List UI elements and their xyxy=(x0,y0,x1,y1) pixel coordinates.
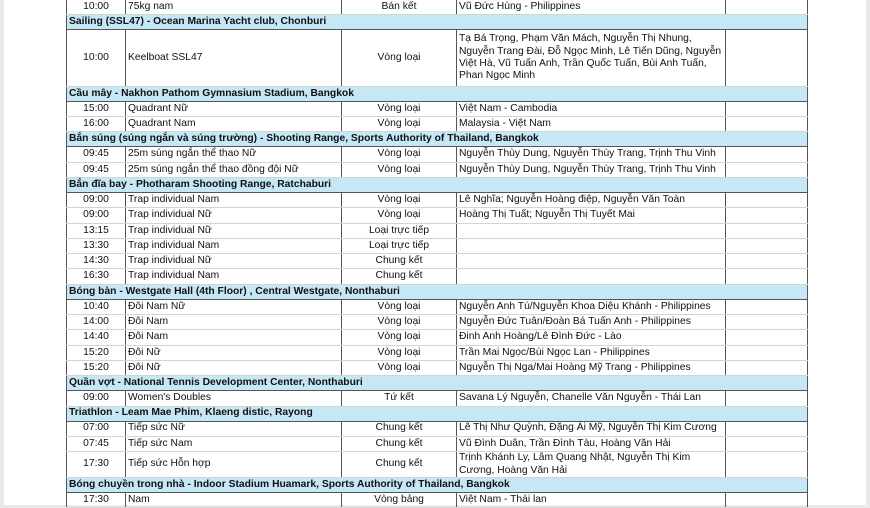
notes-cell xyxy=(726,208,808,223)
round-cell: Bán kết xyxy=(342,0,457,15)
time-cell: 13:15 xyxy=(67,223,126,238)
round-cell: Chung kết xyxy=(342,269,457,284)
table-row xyxy=(67,0,808,15)
round-cell: Vòng loại xyxy=(342,360,457,375)
event-cell: Nam xyxy=(126,493,342,508)
notes-cell xyxy=(726,254,808,269)
notes-cell xyxy=(726,30,808,87)
notes-cell xyxy=(726,162,808,177)
athletes-cell xyxy=(457,269,726,284)
round-cell: Loại trực tiếp xyxy=(342,223,457,238)
round-cell: Vòng loại xyxy=(342,101,457,116)
table-row xyxy=(67,330,808,345)
notes-cell xyxy=(726,493,808,508)
event-cell: Đôi Nữ xyxy=(126,345,342,360)
round-cell: Vòng loại xyxy=(342,117,457,132)
athletes-cell: Việt Nam - Thái lan xyxy=(457,493,726,508)
table-row xyxy=(67,452,808,478)
table-row xyxy=(67,299,808,314)
time-cell: 07:45 xyxy=(67,436,126,451)
event-cell: Tiếp sức Nam xyxy=(126,436,342,451)
notes-cell xyxy=(726,269,808,284)
round-cell: Vòng loại xyxy=(342,192,457,207)
time-cell: 13:30 xyxy=(67,238,126,253)
table-row xyxy=(67,391,808,406)
event-cell: Women's Doubles xyxy=(126,391,342,406)
table-row xyxy=(67,493,808,508)
time-cell: 09:00 xyxy=(67,192,126,207)
notes-cell xyxy=(726,421,808,436)
table-row xyxy=(67,421,808,436)
section-title: Triathlon - Leam Mae Phim, Klaeng distic, Rayong xyxy=(67,406,808,421)
time-cell: 09:45 xyxy=(67,147,126,162)
schedule-table xyxy=(66,0,808,508)
time-cell: 17:30 xyxy=(67,452,126,478)
section-title: Quần vợt - National Tennis Development Center, Nonthaburi xyxy=(67,376,808,391)
section-title: Bắn đĩa bay - Photharam Shooting Range, Ratchaburi xyxy=(67,177,808,192)
time-cell: 07:00 xyxy=(67,421,126,436)
round-cell: Vòng loại xyxy=(342,208,457,223)
time-cell: 14:30 xyxy=(67,254,126,269)
athletes-cell: Vũ Đình Duân, Trần Đình Tàu, Hoàng Văn Hải xyxy=(457,436,726,451)
event-cell: 75kg nam xyxy=(126,0,342,15)
athletes-cell: Lê Thị Như Quỳnh, Đặng Ái Mỹ, Nguyễn Thị Kim Cương xyxy=(457,421,726,436)
round-cell: Vòng loại xyxy=(342,147,457,162)
time-cell: 14:00 xyxy=(67,315,126,330)
athletes-cell: Nguyễn Anh Tú/Nguyễn Khoa Diệu Khánh - Philippines xyxy=(457,299,726,314)
event-cell: Trap individual Nữ xyxy=(126,254,342,269)
time-cell: 09:45 xyxy=(67,162,126,177)
time-cell: 10:00 xyxy=(67,0,126,15)
event-cell: Đôi Nam Nữ xyxy=(126,299,342,314)
time-cell: 15:20 xyxy=(67,360,126,375)
table-row xyxy=(67,238,808,253)
round-cell: Vòng loại xyxy=(342,330,457,345)
notes-cell xyxy=(726,101,808,116)
round-cell: Chung kết xyxy=(342,452,457,478)
notes-cell xyxy=(726,391,808,406)
event-cell: Trap individual Nữ xyxy=(126,208,342,223)
athletes-cell: Vũ Đức Hùng - Philippines xyxy=(457,0,726,15)
athletes-cell xyxy=(457,223,726,238)
notes-cell xyxy=(726,192,808,207)
section-header xyxy=(67,177,808,192)
round-cell: Tứ kết xyxy=(342,391,457,406)
table-row xyxy=(67,192,808,207)
time-cell: 09:00 xyxy=(67,391,126,406)
table-row xyxy=(67,101,808,116)
table-row xyxy=(67,208,808,223)
round-cell: Vòng loại xyxy=(342,345,457,360)
event-cell: Trap individual Nữ xyxy=(126,223,342,238)
table-row xyxy=(67,117,808,132)
section-title: Bóng chuyền trong nhà - Indoor Stadium Huamark, Sports Authority of Thailand, Bangkok xyxy=(67,478,808,493)
event-cell: 25m súng ngắn thể thao Nữ xyxy=(126,147,342,162)
athletes-cell xyxy=(457,254,726,269)
athletes-cell: Nguyễn Đức Tuân/Đoàn Bá Tuấn Anh - Philippines xyxy=(457,315,726,330)
event-cell: Tiếp sức Nữ xyxy=(126,421,342,436)
round-cell: Loại trực tiếp xyxy=(342,238,457,253)
table-row xyxy=(67,360,808,375)
section-header xyxy=(67,406,808,421)
time-cell: 15:20 xyxy=(67,345,126,360)
time-cell: 10:40 xyxy=(67,299,126,314)
athletes-cell: Nguyễn Thùy Dung, Nguyễn Thùy Trang, Trịnh Thu Vinh xyxy=(457,147,726,162)
event-cell: Đôi Nam xyxy=(126,315,342,330)
time-cell: 14:40 xyxy=(67,330,126,345)
round-cell: Vòng loại xyxy=(342,315,457,330)
event-cell: Keelboat SSL47 xyxy=(126,30,342,87)
athletes-cell: Malaysia - Việt Nam xyxy=(457,117,726,132)
table-row xyxy=(67,254,808,269)
athletes-cell: Lê Nghĩa; Nguyễn Hoàng điệp, Nguyễn Văn Toàn xyxy=(457,192,726,207)
section-header xyxy=(67,478,808,493)
athletes-cell: Trịnh Khánh Ly, Lâm Quang Nhật, Nguyễn Thị Kim Cương, Hoàng Văn Hải xyxy=(457,452,726,478)
time-cell: 16:30 xyxy=(67,269,126,284)
event-cell: Quadrant Nữ xyxy=(126,101,342,116)
event-cell: Quadrant Nam xyxy=(126,117,342,132)
schedule-table-body xyxy=(67,0,808,508)
notes-cell xyxy=(726,299,808,314)
round-cell: Vòng loại xyxy=(342,30,457,87)
section-title: Sailing (SSL47) - Ocean Marina Yacht club, Chonburi xyxy=(67,15,808,30)
time-cell: 09:00 xyxy=(67,208,126,223)
section-header xyxy=(67,15,808,30)
notes-cell xyxy=(726,147,808,162)
section-header xyxy=(67,132,808,147)
athletes-cell: Nguyễn Thùy Dung, Nguyễn Thùy Trang, Trịnh Thu Vinh xyxy=(457,162,726,177)
table-row xyxy=(67,345,808,360)
notes-cell xyxy=(726,238,808,253)
event-cell: Trap individual Nam xyxy=(126,192,342,207)
time-cell: 15:00 xyxy=(67,101,126,116)
table-row xyxy=(67,436,808,451)
section-title: Bắn súng (súng ngắn và súng trường) - Shooting Range, Sports Authority of Thailand, Bangkok xyxy=(67,132,808,147)
round-cell: Chung kết xyxy=(342,421,457,436)
notes-cell xyxy=(726,223,808,238)
section-header xyxy=(67,86,808,101)
athletes-cell: Hoàng Thị Tuất; Nguyễn Thị Tuyết Mai xyxy=(457,208,726,223)
section-header xyxy=(67,284,808,299)
notes-cell xyxy=(726,0,808,15)
notes-cell xyxy=(726,330,808,345)
event-cell: Trap individual Nam xyxy=(126,238,342,253)
round-cell: Vòng bảng xyxy=(342,493,457,508)
athletes-cell: Đinh Anh Hoàng/Lê Đình Đức - Lào xyxy=(457,330,726,345)
athletes-cell: Savana Lý Nguyễn, Chanelle Văn Nguyễn - Thái Lan xyxy=(457,391,726,406)
section-title: Cầu mây - Nakhon Pathom Gymnasium Stadium, Bangkok xyxy=(67,86,808,101)
notes-cell xyxy=(726,315,808,330)
athletes-cell: Nguyễn Thị Nga/Mai Hoàng Mỹ Trang - Philippines xyxy=(457,360,726,375)
athletes-cell xyxy=(457,238,726,253)
notes-cell xyxy=(726,345,808,360)
round-cell: Vòng loại xyxy=(342,162,457,177)
event-cell: Tiếp sức Hỗn hợp xyxy=(126,452,342,478)
event-cell: Trap individual Nam xyxy=(126,269,342,284)
table-row xyxy=(67,162,808,177)
table-row xyxy=(67,315,808,330)
notes-cell xyxy=(726,452,808,478)
athletes-cell: Việt Nam - Cambodia xyxy=(457,101,726,116)
document-page xyxy=(4,0,866,505)
notes-cell xyxy=(726,117,808,132)
notes-cell xyxy=(726,436,808,451)
notes-cell xyxy=(726,360,808,375)
event-cell: 25m súng ngắn thể thao đồng đội Nữ xyxy=(126,162,342,177)
round-cell: Chung kết xyxy=(342,254,457,269)
athletes-cell: Tạ Bá Trọng, Phạm Văn Mách, Nguyễn Thị Nhung, Nguyễn Trang Đài, Đỗ Ngọc Minh, Lê Tiến Dũng, Nguyễn Việt Hà, Vũ Tuấn Anh, Trần Quốc Tuấn, Bùi Anh Tuấn, Phan Ngọc Minh xyxy=(457,30,726,87)
table-row xyxy=(67,147,808,162)
event-cell: Đôi Nam xyxy=(126,330,342,345)
section-title: Bóng bàn - Westgate Hall (4th Floor) , Central Westgate, Nonthaburi xyxy=(67,284,808,299)
athletes-cell: Trần Mai Ngọc/Bùi Ngọc Lan - Philippines xyxy=(457,345,726,360)
round-cell: Vòng loại xyxy=(342,299,457,314)
time-cell: 16:00 xyxy=(67,117,126,132)
event-cell: Đôi Nữ xyxy=(126,360,342,375)
round-cell: Chung kết xyxy=(342,436,457,451)
table-row xyxy=(67,269,808,284)
table-row xyxy=(67,30,808,87)
section-header xyxy=(67,376,808,391)
time-cell: 10:00 xyxy=(67,30,126,87)
time-cell: 17:30 xyxy=(67,493,126,508)
table-row xyxy=(67,223,808,238)
